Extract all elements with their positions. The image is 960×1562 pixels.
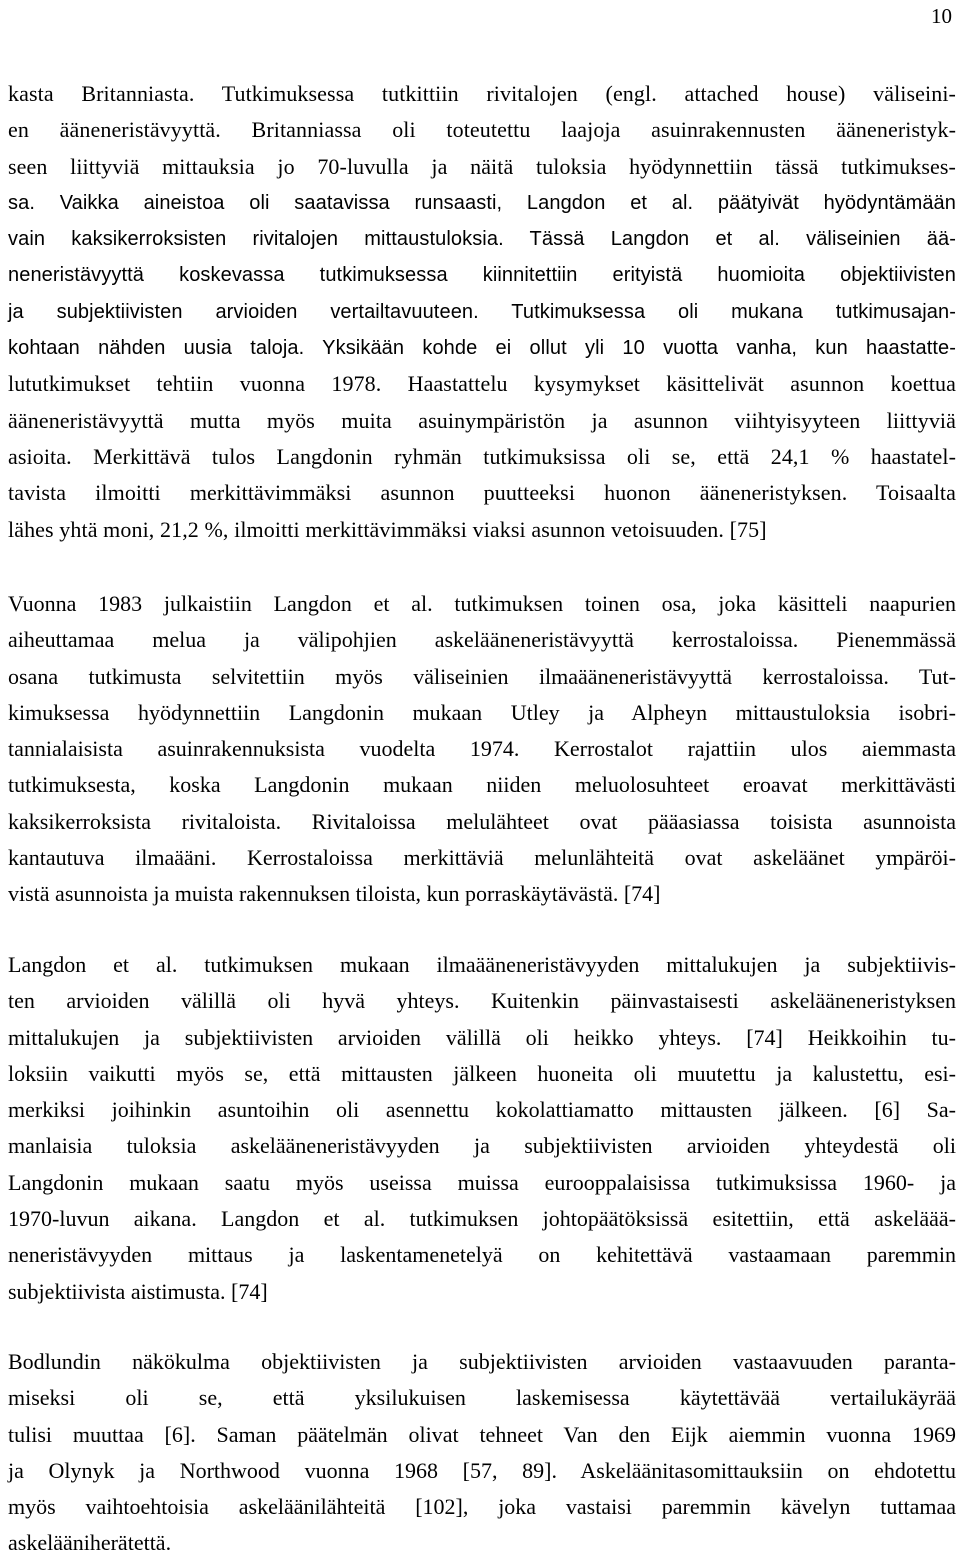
text-line: kantautuva ilmaääni. Kerrostaloissa merkittäviä melunlähteitä ovat askeläänet ympäröi- xyxy=(8,845,956,871)
text-line: loksiin vaikutti myös se, että mittausten jälkeen huoneita oli muutettu ja kalustettu, esi- xyxy=(8,1060,956,1086)
text-line: neneristävyyttä koskevassa tutkimuksessa kiinnitettiin erityistä huomioita objektiivisten xyxy=(8,264,956,287)
text-line: 1970-luvun aikana. Langdon et al. tutkimuksen johtopäätöksissä esitettiin, että askeläää- xyxy=(8,1206,956,1232)
text-line: miseksi oli se, että yksilukuisen laskemisessa käytettävää vertailukäyrää xyxy=(8,1385,956,1411)
paragraph-1 xyxy=(8,76,956,548)
text-line: tutkimuksesta, koska Langdonin mukaan niiden meluolosuhteet eroavat merkittävästi xyxy=(8,772,956,798)
paragraph-2 xyxy=(8,586,956,913)
text-line: mittalukujen ja subjektiivisten arvioiden välillä oli heikko yhteys. [74] Heikkoihin tu- xyxy=(8,1024,956,1050)
text-line: asioita. Merkittävä tulos Langdonin ryhmän tutkimuksissa oli se, että 24,1 % haastatel- xyxy=(8,443,956,469)
text-line: myös vaihtoehtoisia askeläänilähteitä [102], joka vastaisi paremmin kävelyn tuttamaa xyxy=(8,1494,956,1520)
text-line: Langdon et al. tutkimuksen mukaan ilmaääneneristävyyden mittalukujen ja subjektiivis- xyxy=(8,952,956,977)
text-line: ääneneristävyyttä mutta myös muita asuinympäristön ja asunnon viihtyisyyteen liittyviä xyxy=(8,407,956,433)
text-line: vistä asunnoista ja muista rakennuksen tiloista, kun porraskäytävästä. [74] xyxy=(8,881,661,907)
text-line: ten arvioiden välillä oli hyvä yhteys. Kuitenkin päinvastaisesti askelääneneristyksen xyxy=(8,988,956,1014)
text-line: ja Olynyk ja Northwood vuonna 1968 [57, 89]. Askeläänitasomittauksiin on ehdotettu xyxy=(8,1457,956,1483)
page-number: 10 xyxy=(931,4,952,28)
text-line: vain kaksikerroksisten rivitalojen mittaustuloksia. Tässä Langdon et al. väliseinien ää- xyxy=(8,228,956,251)
text-line: Langdonin mukaan saatu myös useissa muissa eurooppalaisissa tutkimuksissa 1960- ja xyxy=(8,1169,956,1195)
text-line: subjektiivista aistimusta. [74] xyxy=(8,1278,268,1304)
text-line: Bodlundin näkökulma objektiivisten ja subjektiivisten arvioiden vastaavuuden paranta- xyxy=(8,1349,956,1374)
text-line: kaksikerroksista rivitaloista. Rivitaloissa melulähteet ovat pääasiassa toisista asunnoista xyxy=(8,808,956,834)
text-line: manlaisia tuloksia askelääneneristävyyden ja subjektiivisten arvioiden yhteydestä oli xyxy=(8,1133,956,1159)
text-line: neneristävyyden mittaus ja laskentamenetelyä on kehitettävä vastaamaan paremmin xyxy=(8,1242,956,1268)
text-line: ja subjektiivisten arvioiden vertailtavuuteen. Tutkimuksessa oli mukana tutkimusajan- xyxy=(8,300,956,323)
text-line: merkiksi joihinkin asuntoihin oli asennettu kokolattiamatto mittausten jälkeen. [6] Sa- xyxy=(8,1097,956,1123)
text-line: lututkimukset tehtiin vuonna 1978. Haastattelu kysymykset käsittelivät asunnon koettua xyxy=(8,371,956,397)
text-line: aiheuttamaa melua ja välipohjien askelääneneristävyyttä kerrostaloissa. Pienemmässä xyxy=(8,627,956,653)
text-line: kasta Britanniasta. Tutkimuksessa tutkittiin rivitalojen (engl. attached house) väliseini- xyxy=(8,81,956,106)
text-line: en ääneneristävyyttä. Britanniassa oli toteutettu laajoja asuinrakennusten ääneneristyk- xyxy=(8,117,956,143)
text-line: lähes yhtä moni, 21,2 %, ilmoitti merkittävimmäksi viaksi asunnon vetoisuuden. [75] xyxy=(8,516,767,542)
paragraph-3 xyxy=(8,947,956,1310)
text-line: tannialaisista asuinrakennuksista vuodelta 1974. Kerrostalot rajattiin ulos aiemmasta xyxy=(8,736,956,762)
text-line: tavista ilmoitti merkittävimmäksi asunnon puutteeksi huonon ääneneristyksen. Toisaalta xyxy=(8,480,956,506)
paragraph-4 xyxy=(8,1344,956,1562)
text-line: askelääniherätettä. xyxy=(8,1530,172,1556)
text-line: kimuksessa hyödynnettiin Langdonin mukaan Utley ja Alpheyn mittaustuloksia isobri- xyxy=(8,699,956,725)
text-line: seen liittyviä mittauksia jo 70-luvulla ja näitä tuloksia hyödynnettiin tässä tutkimukses- xyxy=(8,153,956,179)
text-line: Vuonna 1983 julkaistiin Langdon et al. tutkimuksen toinen osa, joka käsitteli naapurien xyxy=(8,591,956,616)
text-line: sa. Vaikka aineistoa oli saatavissa runsaasti, Langdon et al. päätyivät hyödyntämään xyxy=(8,191,956,214)
text-line: osana tutkimusta selvitettiin myös väliseinien ilmaääneneristävyyttä kerrostaloissa. Tut- xyxy=(8,663,956,689)
text-line: kohtaan nähden uusia taloja. Yksikään kohde ei ollut yli 10 vuotta vanha, kun haastatte- xyxy=(8,337,956,360)
text-line: tulisi muuttaa [6]. Saman päätelmän olivat tehneet Van den Eijk aiemmin vuonna 1969 xyxy=(8,1421,956,1447)
